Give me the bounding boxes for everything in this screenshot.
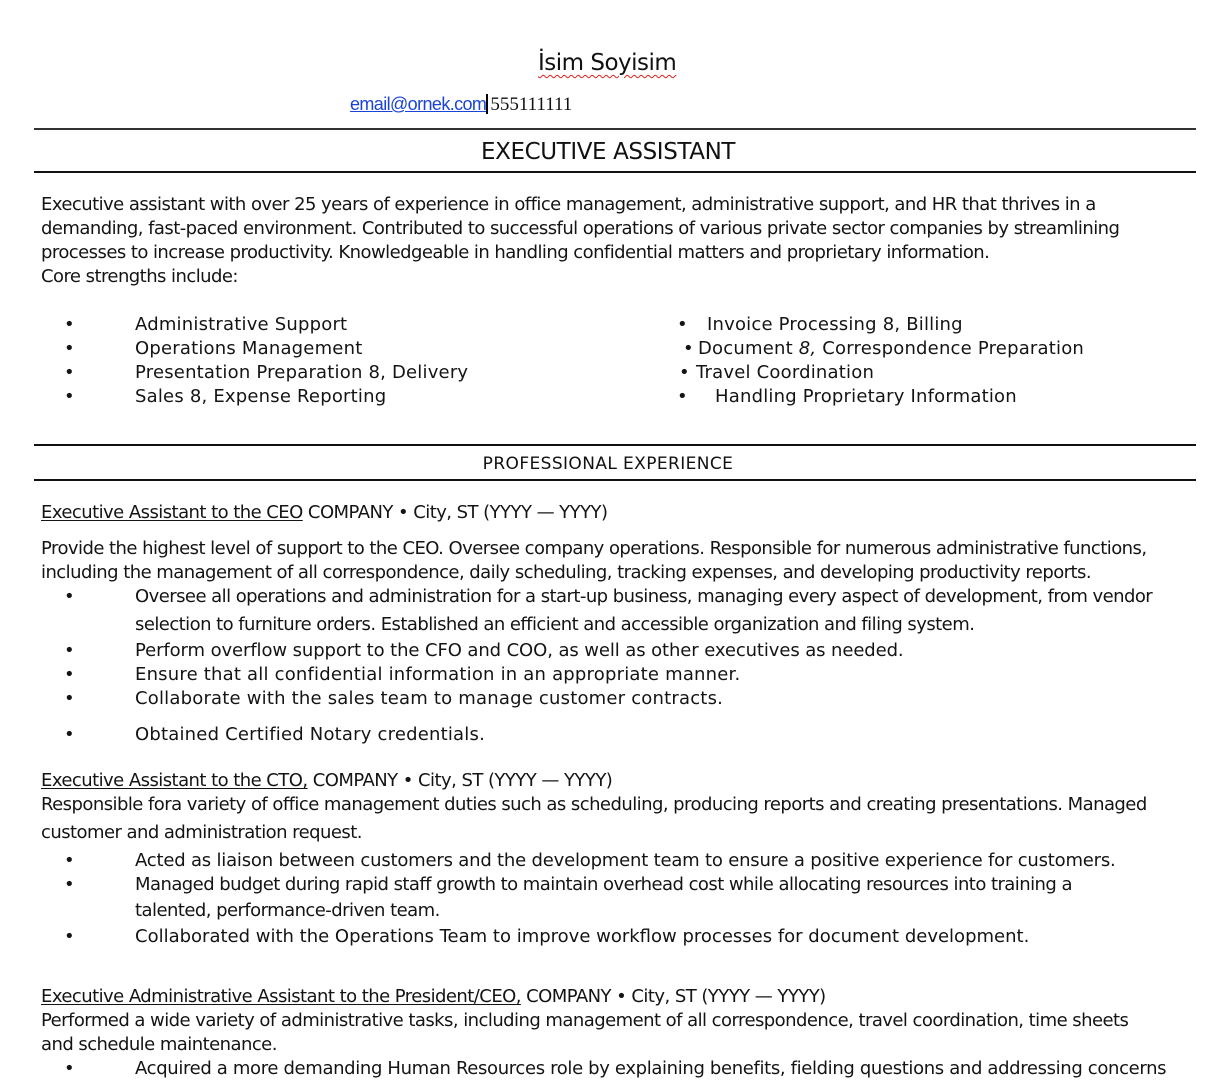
job-title: Executive Administrative Assistant to the President/CEO, bbox=[41, 986, 521, 1007]
resume-document: İsim Soyisim email@ornek.com 555111111 EXECUTIVE ASSISTANT Executive assistant with over 25 years of experience in office management, administrative support, and HR that thrives in a demanding, fast-paced environment. Contributed to successful operations of various private sector companies by streamlining processes to increase productivity. Knowledgeable in handling confidential matters and proprietary information. Core strengths include: • Administrative Support • Operations Management • Presentation Preparation 8, Delivery • Sales 8, Expense Reporting • Invoice Processing 8, Billing • Document 8, Correspondence Preparation • Travel Coordination • Handling Proprietary Information PROFESSIONAL EXPERIENCE Executive Assistant to the CEO COMPANY • City, ST (YYYY — YYYY) Provide the highest level of support to the CEO. Oversee company operations. Responsible for numerous administrative functions, including the management of all correspondence, daily scheduling, tracking expenses, and developing productivity reports. • Oversee all operations and administration for a start-up business, managing every aspect of development, from vendor selection to furniture orders. Established an efficient and accessible organization and filing system. • Perform overflow support to the CFO and COO, as well as other executives as needed. • Ensure that all confidential information in an appropriate manner. • Collaborate with the sales team to manage customer contracts. • Obtained Certified Notary credentials. Executive Assistant to the CTO, COMPANY • City, ST (YYYY — YYYY) Responsible fora variety of office management duties such as scheduling, producing reports and creating presentations. Managed customer and administration request. • Acted as liaison between customers and the development team to ensure a positive experience for customers. • Managed budget during rapid staff growth to maintain overhead cost while allocating resources into training a talented, performance-driven team. • Collaborated with the Operations Team to improve workflow processes for document development. Executive Administrative Assistant to the President/CEO, COMPANY • City, ST (YYYY — YYYY) Performed a wide variety of administrative tasks, including management of all correspondence, travel coordination, time sheets and schedule maintenance. • Acquired a more demanding Human Resources role by explaining benefits, fielding questions and addressing concerns bbox=[0, 0, 1216, 1088]
email-link[interactable]: email@ornek.com bbox=[350, 94, 487, 114]
text-cursor bbox=[486, 94, 488, 114]
job-heading bbox=[41, 501, 607, 525]
bullet-icon: • bbox=[64, 338, 75, 359]
bullet-icon: • bbox=[64, 688, 75, 709]
bullet-icon: • bbox=[64, 1058, 75, 1079]
role-title: EXECUTIVE ASSISTANT bbox=[480, 139, 736, 165]
divider-section-bottom bbox=[34, 479, 1196, 481]
job-heading bbox=[41, 769, 612, 793]
job-meta: COMPANY • City, ST (YYYY — YYYY) bbox=[520, 986, 826, 1007]
job-meta: COMPANY • City, ST (YYYY — YYYY) bbox=[307, 770, 613, 791]
job-title: Executive Assistant to the CTO, bbox=[41, 770, 308, 791]
job-heading bbox=[41, 985, 826, 1009]
bullet-icon: • bbox=[677, 386, 688, 407]
contact-line bbox=[350, 94, 572, 116]
applicant-name: İsim Soyisim bbox=[538, 50, 677, 76]
job-description: customer and administration request. bbox=[41, 822, 362, 843]
phone-number: 555111111 bbox=[490, 94, 573, 115]
bullet-icon: • bbox=[64, 386, 75, 407]
summary-line: demanding, fast-paced environment. Contributed to successful operations of various private sector companies by streamlining bbox=[41, 218, 1120, 239]
bullet-icon: • bbox=[64, 586, 75, 607]
bullet-icon: • bbox=[64, 640, 75, 661]
bullet-icon: • bbox=[64, 362, 75, 383]
job-description: and schedule maintenance. bbox=[41, 1034, 277, 1055]
job-title: Executive Assistant to the CEO bbox=[41, 502, 303, 523]
job-description: Performed a wide variety of administrative tasks, including management of all correspondence, travel coordination, time sheets bbox=[41, 1010, 1129, 1031]
section-title-experience: PROFESSIONAL EXPERIENCE bbox=[482, 454, 734, 474]
job-description: Responsible fora variety of office management duties such as scheduling, producing reports and creating presentations. Managed bbox=[41, 794, 1147, 815]
core-strengths-label: Core strengths include: bbox=[41, 266, 238, 287]
job-description: Provide the highest level of support to the CEO. Oversee company operations. Responsible for numerous administrative functions, bbox=[41, 538, 1147, 559]
bullet-icon: • bbox=[64, 664, 75, 685]
bullet-icon: • bbox=[64, 874, 75, 895]
bullet-icon: • bbox=[64, 314, 75, 335]
divider-below-title bbox=[34, 171, 1196, 173]
bullet-icon: • bbox=[683, 338, 694, 359]
bullet-icon: • bbox=[64, 850, 75, 871]
divider-top bbox=[34, 128, 1196, 130]
job-meta: COMPANY • City, ST (YYYY — YYYY) bbox=[302, 502, 608, 523]
summary-line: Executive assistant with over 25 years of experience in office management, administrative support, and HR that thrives in a bbox=[41, 194, 1096, 215]
divider-section-top bbox=[34, 444, 1196, 446]
job-description: including the management of all correspondence, daily scheduling, tracking expenses, and developing productivity reports. bbox=[41, 562, 1092, 583]
bullet-icon: • bbox=[679, 362, 690, 383]
bullet-icon: • bbox=[64, 926, 75, 947]
bullet-icon: • bbox=[64, 724, 75, 745]
bullet-icon: • bbox=[677, 314, 688, 335]
summary-line: processes to increase productivity. Knowledgeable in handling confidential matters and proprietary information. bbox=[41, 242, 990, 263]
